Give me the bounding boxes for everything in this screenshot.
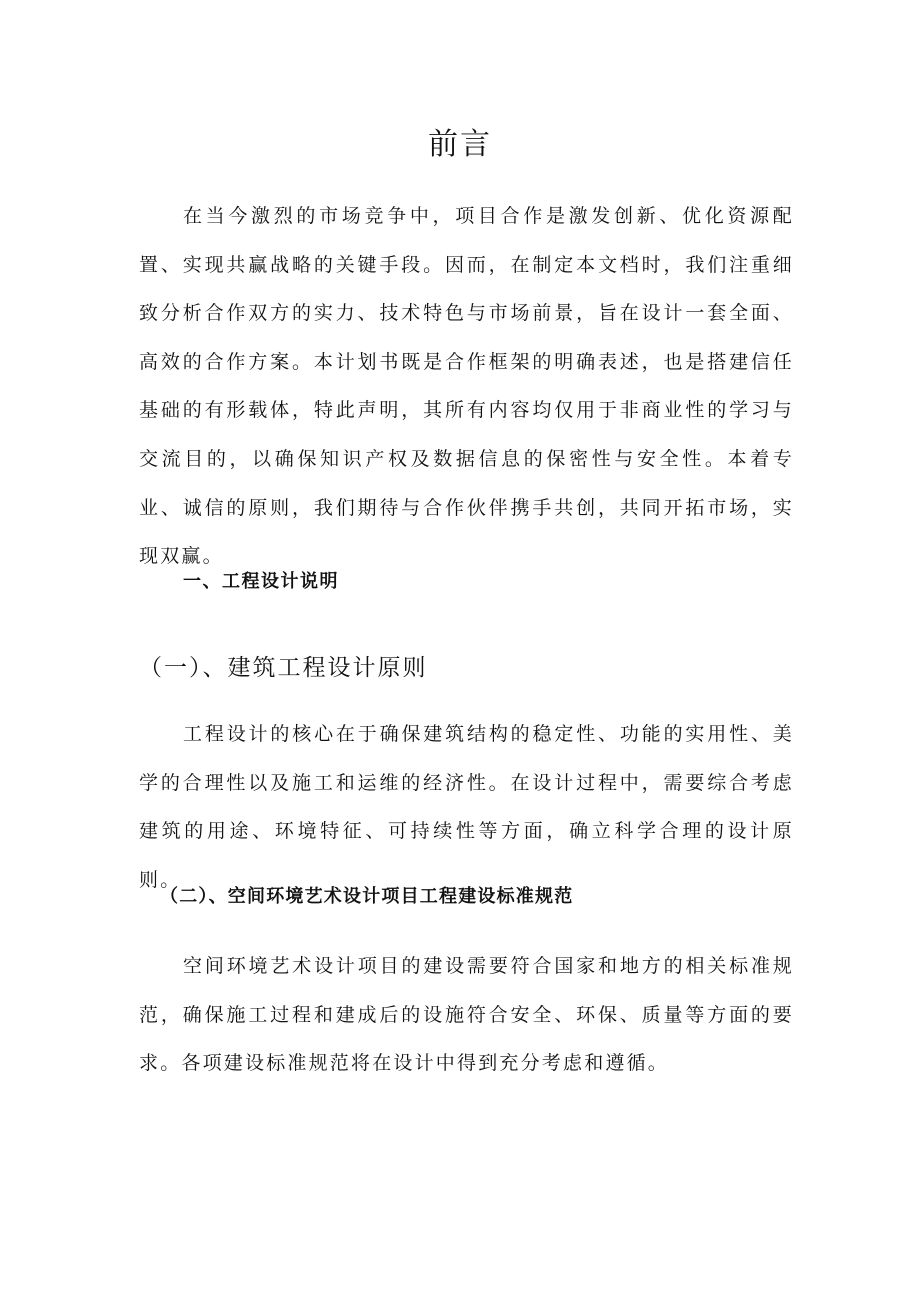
building-design-principles-paragraph: 工程设计的核心在于确保建筑结构的稳定性、功能的实用性、美学的合理性以及施工和运维的经济性。在设计过程中，需要综合考虑建筑的用途、环境特征、可持续性等方面，确立科学合理的设计原则。 (139, 723, 794, 891)
construction-standards-paragraph: 空间环境艺术设计项目的建设需要符合国家和地方的相关标准规范，确保施工过程和建成后的设施符合安全、环保、质量等方面的要求。各项建设标准规范将在设计中得到充分考虑和遵循。 (139, 955, 794, 1075)
subsection-heading-building-design-principles: （一）、建筑工程设计原则 (139, 655, 428, 681)
section-heading-engineering-design: 一、工程设计说明 (183, 571, 339, 592)
intro-paragraph: 在当今激烈的市场竞争中，项目合作是激发创新、优化资源配置、实现共赢战略的关键手段。因而，在制定本文档时，我们注重细致分析合作双方的实力、技术特色与市场前景，旨在设计一套全面、高效的合作方案。本计划书既是合作框架的明确表述，也是搭建信任基础的有形载体，特此声明，其所有内容均仅用于非商业性的学习与交流目的，以确保知识产权及数据信息的保密性与安全性。本着专业、诚信的原则，我们期待与合作伙伴携手共创，共同开拓市场，实现双赢。 (139, 205, 794, 568)
subsection-heading-construction-standards: （二）、空间环境艺术设计项目工程建设标准规范 (160, 886, 574, 907)
page-title: 前言 (428, 127, 492, 162)
